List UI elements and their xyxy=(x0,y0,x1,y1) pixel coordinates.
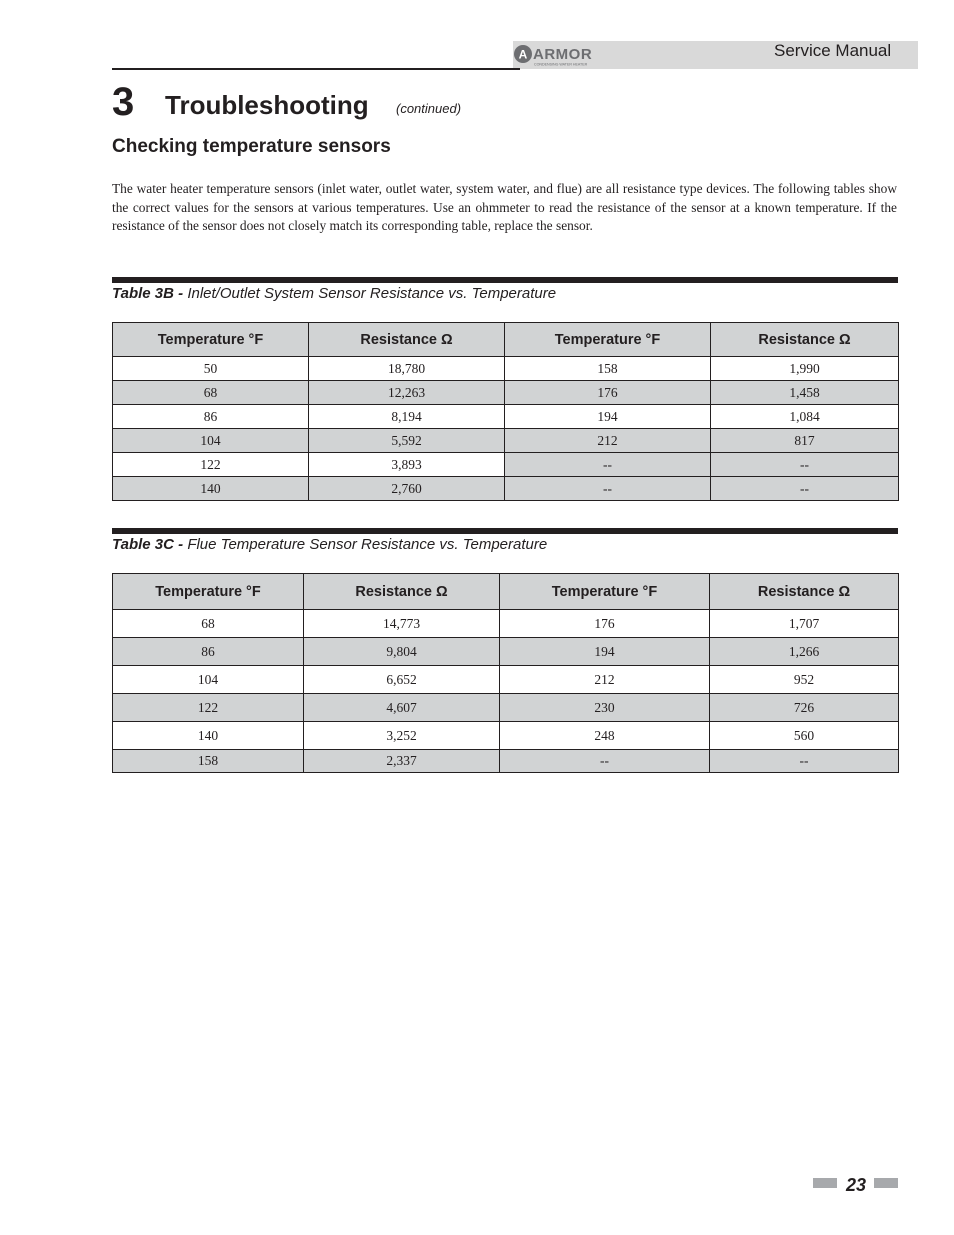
table-cell: 2,337 xyxy=(304,750,500,773)
section-title: Checking temperature sensors xyxy=(112,136,391,157)
logo-tagline: CONDENSING WATER HEATER xyxy=(534,62,588,67)
table-cell: 158 xyxy=(113,750,304,773)
table-cell: 248 xyxy=(500,722,710,750)
header-rule xyxy=(112,68,520,70)
table-cell: 726 xyxy=(710,694,899,722)
table-row xyxy=(113,694,899,722)
column-header: Resistance Ω xyxy=(711,323,899,357)
table-cell: 50 xyxy=(113,357,309,381)
table-cell: 1,266 xyxy=(710,638,899,666)
intro-paragraph: The water heater temperature sensors (inlet water, outlet water, system water, and flue) are all resistance type devices. The following tables show the correct values for the sensors at various temperatures. Use an ohmmeter to read the resistance of the sensor at a known temperature. If the resistance of the sensor does not closely match its corresponding table, replace the sensor. xyxy=(112,181,897,233)
table-3b-caption-text: Inlet/Outlet System Sensor Resistance vs. Temperature xyxy=(187,285,557,302)
table-cell: 140 xyxy=(113,722,304,750)
table-cell: 176 xyxy=(505,381,711,405)
table-cell: 9,804 xyxy=(304,638,500,666)
column-header: Temperature °F xyxy=(113,323,309,357)
table-3b xyxy=(112,322,899,501)
table-cell: 104 xyxy=(113,666,304,694)
table-cell: 158 xyxy=(505,357,711,381)
table-cell: 952 xyxy=(710,666,899,694)
table-3c-caption-text: Flue Temperature Sensor Resistance vs. Temperature xyxy=(187,536,548,553)
column-header: Resistance Ω xyxy=(309,323,505,357)
table-cell: 194 xyxy=(505,405,711,429)
page-bar-left xyxy=(813,1178,837,1188)
table-cell: -- xyxy=(500,750,710,773)
table-cell: 86 xyxy=(113,405,309,429)
table-cell: 14,773 xyxy=(304,610,500,638)
page-number: 23 xyxy=(845,1175,867,1195)
manual-label: Service Manual xyxy=(774,41,892,60)
table-3c xyxy=(112,573,899,773)
table-cell: 6,652 xyxy=(304,666,500,694)
table-cell: 8,194 xyxy=(309,405,505,429)
table-cell: 194 xyxy=(500,638,710,666)
table-cell: 3,893 xyxy=(309,453,505,477)
table-cell: 212 xyxy=(505,429,711,453)
table-cell: 104 xyxy=(113,429,309,453)
page-bar-right xyxy=(874,1178,898,1188)
table-cell: -- xyxy=(711,477,899,501)
column-header: Resistance Ω xyxy=(304,574,500,610)
table-cell: 140 xyxy=(113,477,309,501)
table-3b-caption xyxy=(112,285,556,302)
table-cell: 1,084 xyxy=(711,405,899,429)
table-header-row xyxy=(113,323,899,357)
table-cell: 12,263 xyxy=(309,381,505,405)
table-cell: 86 xyxy=(113,638,304,666)
table-cell: 3,252 xyxy=(304,722,500,750)
table-3c-caption xyxy=(112,536,547,553)
table-cell: -- xyxy=(505,453,711,477)
table-cell: -- xyxy=(711,453,899,477)
table-cell: 212 xyxy=(500,666,710,694)
table-3b-caption-label: Table 3B - xyxy=(112,285,184,302)
chapter-continued: (continued) xyxy=(396,101,462,116)
table-cell: 230 xyxy=(500,694,710,722)
table-cell: 560 xyxy=(710,722,899,750)
chapter-title: Troubleshooting xyxy=(165,90,369,120)
table-cell: 817 xyxy=(711,429,899,453)
table-cell: 1,458 xyxy=(711,381,899,405)
table-3c-caption-label: Table 3C - xyxy=(112,536,184,553)
armor-logo xyxy=(513,42,607,68)
table-row xyxy=(113,477,899,501)
svg-text:A: A xyxy=(518,47,528,62)
column-header: Temperature °F xyxy=(505,323,711,357)
table-cell: 122 xyxy=(113,694,304,722)
table-row xyxy=(113,610,899,638)
table-row xyxy=(113,638,899,666)
table-row xyxy=(113,357,899,381)
table-cell: 68 xyxy=(113,381,309,405)
table-cell: 1,990 xyxy=(711,357,899,381)
table-cell: 68 xyxy=(113,610,304,638)
table-3c-rule xyxy=(112,528,898,534)
column-header: Temperature °F xyxy=(113,574,304,610)
chapter-number: 3 xyxy=(112,80,135,124)
table-cell: -- xyxy=(710,750,899,773)
table-cell: 4,607 xyxy=(304,694,500,722)
table-row xyxy=(113,429,899,453)
table-header-row xyxy=(113,574,899,610)
table-row xyxy=(113,453,899,477)
logo-wordmark: ARMOR xyxy=(533,46,593,63)
table-row xyxy=(113,722,899,750)
table-cell: 2,760 xyxy=(309,477,505,501)
table-cell: 5,592 xyxy=(309,429,505,453)
column-header: Temperature °F xyxy=(500,574,710,610)
table-row xyxy=(113,666,899,694)
table-cell: 176 xyxy=(500,610,710,638)
table-cell: 1,707 xyxy=(710,610,899,638)
table-row xyxy=(113,405,899,429)
table-cell: 18,780 xyxy=(309,357,505,381)
column-header: Resistance Ω xyxy=(710,574,899,610)
table-row xyxy=(113,381,899,405)
table-row xyxy=(113,750,899,773)
table-cell: 122 xyxy=(113,453,309,477)
table-cell: -- xyxy=(505,477,711,501)
table-3b-rule xyxy=(112,277,898,283)
